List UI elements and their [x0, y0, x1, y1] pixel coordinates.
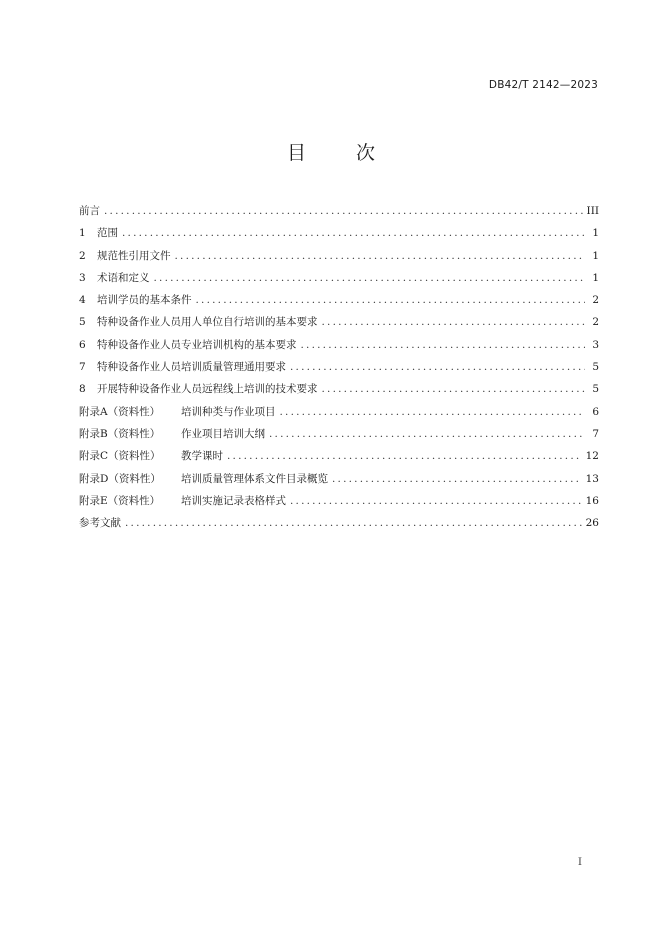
toc-leader-dots — [175, 245, 586, 267]
toc-entry-page: III — [586, 205, 599, 217]
page-number: I — [577, 856, 582, 868]
toc-entry-number: 2 — [79, 249, 86, 262]
toc-entry-appendix-c[interactable] — [79, 445, 599, 467]
toc-appendix-tag: 附录A（资料性） — [79, 405, 161, 418]
toc-entry-number: 6 — [79, 338, 86, 351]
toc-entry-number: 4 — [79, 294, 86, 307]
toc-leader-dots — [332, 468, 582, 490]
toc-entry-5[interactable] — [79, 311, 599, 333]
toc-entry-label: 培训质量管理体系文件目录概览 — [181, 472, 328, 485]
toc-entry-label: 开展特种设备作业人员远程线上培训的技术要求 — [97, 383, 318, 396]
toc-leader-dots — [104, 200, 583, 222]
toc-appendix-tag: 附录B（资料性） — [79, 427, 161, 440]
toc-entry-label: 特种设备作业人员专业培训机构的基本要求 — [97, 338, 297, 351]
toc-entry-2[interactable] — [79, 245, 599, 267]
toc-entry-appendix-b[interactable] — [79, 423, 599, 445]
toc-entry-label: 特种设备作业人员用人单位自行培训的基本要求 — [97, 316, 318, 329]
toc-entry-number: 8 — [79, 383, 86, 396]
toc-entry-label: 培训学员的基本条件 — [97, 294, 192, 307]
toc-entry-label: 教学课时 — [181, 450, 223, 463]
toc-entry-page: 26 — [585, 517, 599, 530]
toc-entry-label: 范围 — [97, 227, 118, 240]
toc-leader-dots — [301, 334, 586, 356]
document-code: DB42/T 2142—2023 — [488, 79, 598, 91]
toc-entry-label: 术语和定义 — [97, 271, 150, 284]
toc-entry-6[interactable] — [79, 334, 599, 356]
toc-leader-dots — [290, 490, 582, 512]
toc-entry-appendix-a[interactable] — [79, 401, 599, 423]
toc-entry-label: 作业项目培训大纲 — [181, 427, 265, 440]
toc-entry-page: 2 — [592, 294, 599, 307]
toc-leader-dots — [196, 289, 586, 311]
toc-entry-page: 12 — [585, 450, 599, 463]
toc-entry-label: 培训种类与作业项目 — [181, 405, 276, 418]
toc-leader-dots — [280, 401, 586, 423]
toc-leader-dots — [125, 512, 582, 534]
toc-entry-label: 参考文献 — [79, 517, 121, 530]
toc-entry-4[interactable] — [79, 289, 599, 311]
toc-leader-dots — [154, 267, 586, 289]
toc-entry-appendix-e[interactable] — [79, 490, 599, 512]
toc-entry-foreword[interactable] — [79, 200, 599, 222]
toc-leader-dots — [227, 445, 582, 467]
toc-entry-appendix-d[interactable] — [79, 468, 599, 490]
toc-entry-page: 1 — [592, 227, 599, 240]
toc-entry-label: 前言 — [79, 205, 100, 217]
table-of-contents — [79, 200, 599, 534]
toc-entry-label: 规范性引用文件 — [97, 249, 171, 262]
toc-entry-page: 5 — [592, 361, 599, 374]
toc-entry-page: 13 — [585, 472, 599, 485]
toc-leader-dots — [290, 356, 585, 378]
toc-entry-8[interactable] — [79, 378, 599, 400]
toc-entry-bibliography[interactable] — [79, 512, 599, 534]
toc-appendix-tag: 附录C（资料性） — [79, 450, 161, 463]
toc-entry-label: 特种设备作业人员培训质量管理通用要求 — [97, 361, 286, 374]
toc-entry-page: 7 — [592, 427, 599, 440]
toc-entry-3[interactable] — [79, 267, 599, 289]
toc-entry-page: 16 — [585, 494, 599, 507]
toc-entry-number: 5 — [79, 316, 86, 329]
toc-entry-page: 3 — [592, 338, 599, 351]
toc-entry-1[interactable] — [79, 222, 599, 244]
toc-entry-number: 7 — [79, 361, 86, 374]
toc-leader-dots — [322, 311, 586, 333]
toc-entry-page: 1 — [592, 271, 599, 284]
toc-entry-page: 5 — [592, 383, 599, 396]
toc-leader-dots — [322, 378, 586, 400]
toc-leader-dots — [269, 423, 585, 445]
toc-entry-number: 3 — [79, 271, 86, 284]
page-title: 目 次 — [286, 142, 398, 164]
toc-leader-dots — [122, 222, 585, 244]
toc-entry-page: 6 — [592, 405, 599, 418]
toc-entry-7[interactable] — [79, 356, 599, 378]
toc-entry-page: 2 — [592, 316, 599, 329]
toc-appendix-tag: 附录E（资料性） — [79, 494, 161, 507]
toc-entry-number: 1 — [79, 227, 86, 240]
toc-appendix-tag: 附录D（资料性） — [79, 472, 161, 485]
toc-entry-page: 1 — [592, 249, 599, 262]
toc-entry-label: 培训实施记录表格样式 — [181, 494, 286, 507]
